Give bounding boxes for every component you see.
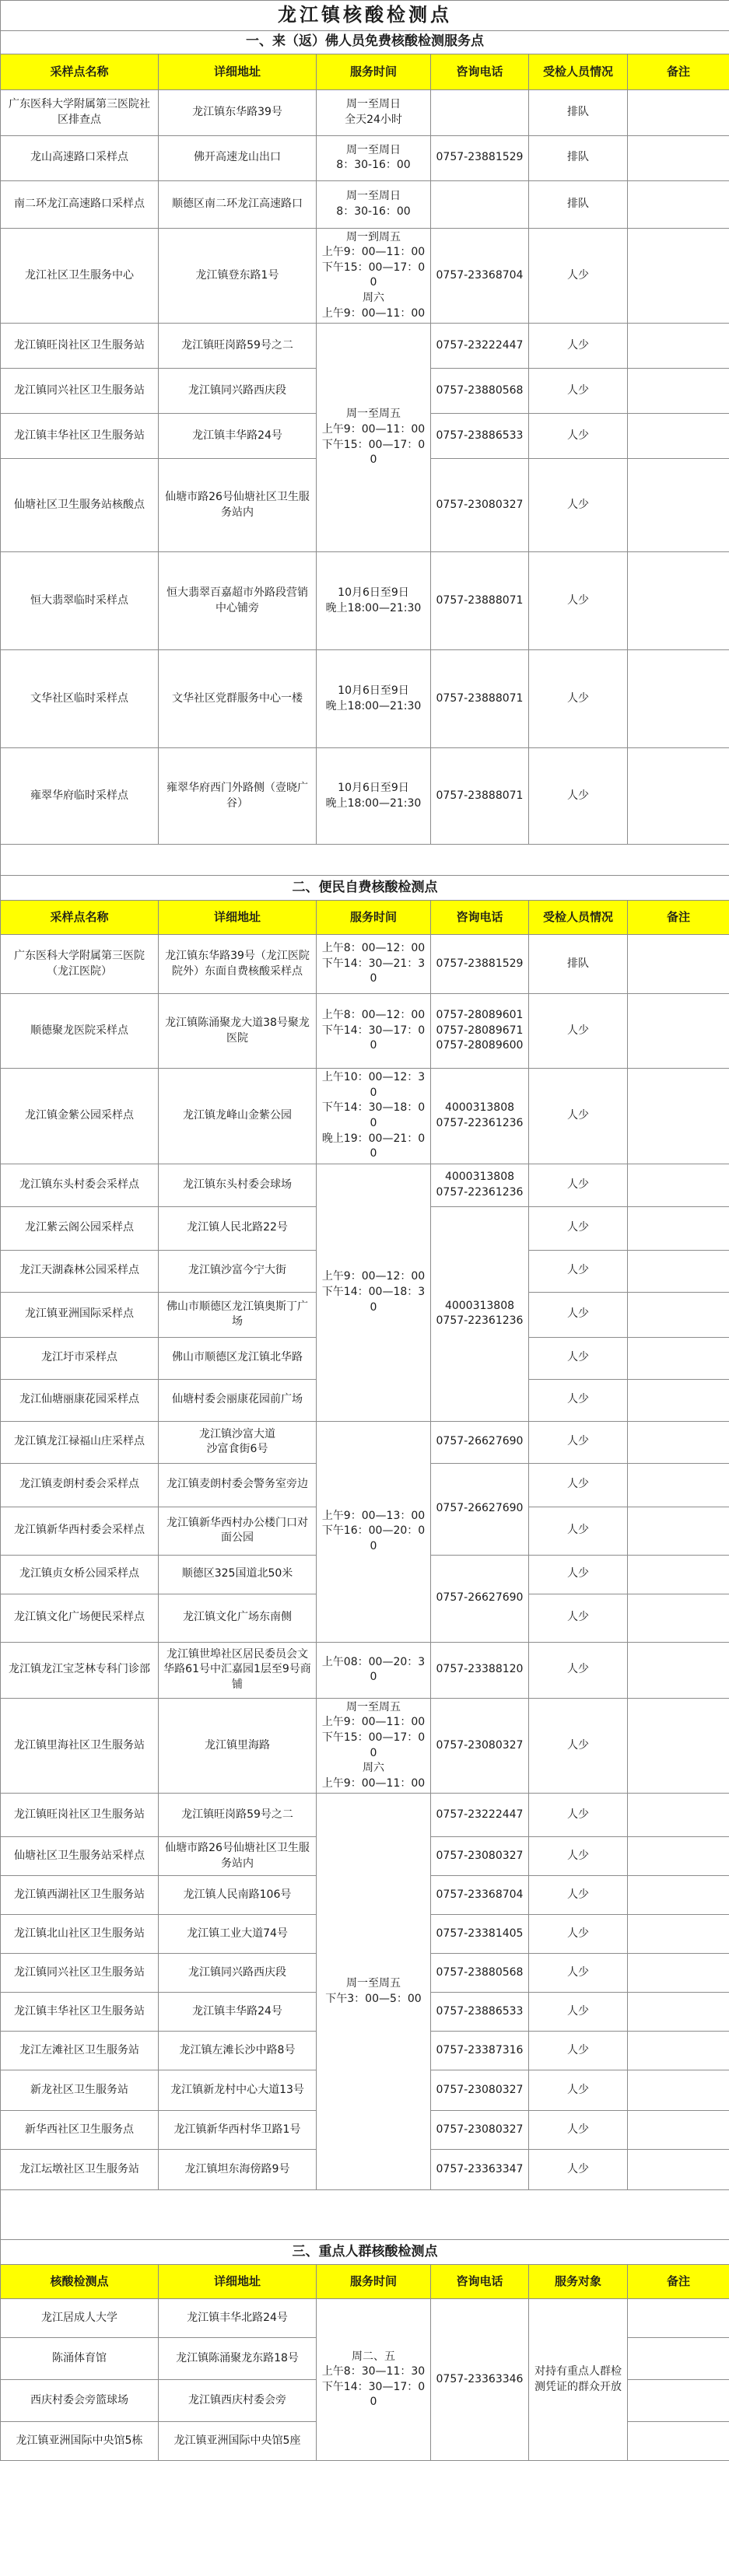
site-address: 龙江镇新华西村华卫路1号 (159, 2111, 317, 2150)
phone-number: 4000313808 0757-22361236 (431, 1069, 529, 1164)
service-hours: 上午9：00—13：00 下午16：00—20：00 (317, 1421, 431, 1642)
site-address: 龙江镇东华路39号 (159, 89, 317, 135)
queue-status: 人少 (529, 459, 628, 552)
site-name: 龙江天湖森林公园采样点 (1, 1250, 159, 1292)
phone-number: 0757-23080327 (431, 1698, 529, 1794)
header-row (1, 54, 729, 89)
site-name: 仙塘社区卫生服务站核酸点 (1, 459, 159, 552)
queue-status: 人少 (529, 2111, 628, 2150)
remark (628, 324, 729, 369)
service-hours: 周二、五 上午8：30—11：30 下午14：30—17：00 (317, 2299, 431, 2461)
remark (628, 1594, 729, 1642)
site-name: 龙江镇丰华社区卫生服务站 (1, 1993, 159, 2032)
phone-number (431, 180, 529, 228)
queue-status: 人少 (529, 1507, 628, 1555)
site-address: 龙江镇旺岗路59号之二 (159, 1794, 317, 1837)
site-address: 龙江镇里海路 (159, 1698, 317, 1794)
queue-status: 人少 (529, 1837, 628, 1876)
queue-status: 人少 (529, 1379, 628, 1421)
service-hours: 10月6日至9日 晚上18:00—21:30 (317, 552, 431, 650)
phone-number: 0757-23368704 (431, 228, 529, 324)
service-target: 对持有重点人群检测凭证的群众开放 (529, 2299, 628, 2461)
column-header: 咨询电话 (431, 901, 529, 935)
site-name: 顺德聚龙医院采样点 (1, 994, 159, 1069)
remark (628, 1421, 729, 1463)
site-address: 龙江镇登东路1号 (159, 228, 317, 324)
remark (628, 1337, 729, 1379)
remark (628, 2380, 729, 2422)
site-address: 龙江镇沙富大道 沙富食街6号 (159, 1421, 317, 1463)
site-address: 龙江镇陈涌聚龙大道38号聚龙医院 (159, 994, 317, 1069)
table-row (1, 1421, 729, 1463)
queue-status: 人少 (529, 1876, 628, 1915)
remark (628, 1954, 729, 1993)
phone-number: 0757-23888071 (431, 650, 529, 748)
table-row (1, 135, 729, 180)
remark (628, 1993, 729, 2032)
site-name: 龙江社区卫生服务中心 (1, 228, 159, 324)
phone-number: 0757-23222447 (431, 1794, 529, 1837)
queue-status: 人少 (529, 1698, 628, 1794)
phone-number: 4000313808 0757-22361236 (431, 1164, 529, 1206)
remark (628, 180, 729, 228)
column-header: 详细地址 (159, 901, 317, 935)
site-name: 雍翠华府临时采样点 (1, 748, 159, 845)
table-row (1, 1698, 729, 1794)
site-name: 龙山高速路口采样点 (1, 135, 159, 180)
section-2-title: 二、便民自费核酸检测点 (1, 876, 729, 901)
queue-status: 人少 (529, 1250, 628, 1292)
site-name: 龙江镇亚洲国际采样点 (1, 1292, 159, 1337)
site-name: 仙塘社区卫生服务站采样点 (1, 1837, 159, 1876)
remark (628, 1463, 729, 1507)
site-name: 龙江坛墩社区卫生服务站 (1, 2150, 159, 2190)
queue-status: 人少 (529, 1463, 628, 1507)
remark (628, 2111, 729, 2150)
phone-number: 0757-23880568 (431, 369, 529, 414)
site-name: 陈涌体育馆 (1, 2338, 159, 2380)
queue-status: 人少 (529, 1642, 628, 1698)
table-row (1, 324, 729, 369)
service-hours: 上午10：00—12：30 下午14：30—18：00 晚上19：00—21：00 (317, 1069, 431, 1164)
table-row (1, 552, 729, 650)
site-name: 龙江镇亚洲国际中央馆5栋 (1, 2422, 159, 2461)
queue-status: 人少 (529, 2032, 628, 2070)
phone-number: 0757-23222447 (431, 324, 529, 369)
phone-number: 0757-23881529 (431, 135, 529, 180)
remark (628, 1642, 729, 1698)
site-address: 龙江镇麦朗村委会警务室旁边 (159, 1463, 317, 1507)
site-address: 龙江镇西庆村委会旁 (159, 2380, 317, 2422)
table-row (1, 1642, 729, 1698)
site-name: 龙江镇同兴社区卫生服务站 (1, 369, 159, 414)
remark (628, 369, 729, 414)
column-header: 咨询电话 (431, 54, 529, 89)
site-address: 龙江镇沙富今宁大街 (159, 1250, 317, 1292)
service-hours: 周一至周五 下午3：00—5：00 (317, 1794, 431, 2190)
table-row (1, 1794, 729, 1837)
site-name: 龙江镇同兴社区卫生服务站 (1, 1954, 159, 1993)
phone-number: 0757-23388120 (431, 1642, 529, 1698)
phone-number: 0757-26627690 (431, 1421, 529, 1463)
queue-status: 排队 (529, 935, 628, 994)
queue-status: 人少 (529, 650, 628, 748)
site-address: 仙塘村委会丽康花园前广场 (159, 1379, 317, 1421)
queue-status: 人少 (529, 2070, 628, 2111)
remark (628, 1555, 729, 1594)
phone-number: 0757-23381405 (431, 1915, 529, 1954)
section-title-row (1, 876, 729, 901)
site-name: 新龙社区卫生服务站 (1, 2070, 159, 2111)
site-address: 龙江镇新华西村办公楼门口对面公园 (159, 1507, 317, 1555)
service-hours: 周一至周五 上午9：00—11：00 下午15：00—17：00 (317, 324, 431, 552)
queue-status: 人少 (529, 1069, 628, 1164)
queue-status: 排队 (529, 180, 628, 228)
site-address: 龙江镇新龙村中心大道13号 (159, 2070, 317, 2111)
site-name: 龙江镇旺岗社区卫生服务站 (1, 324, 159, 369)
site-address: 佛山市顺德区龙江镇北华路 (159, 1337, 317, 1379)
service-hours: 上午8：00—12：00 下午14：30—17：00 (317, 994, 431, 1069)
remark (628, 2299, 729, 2338)
phone-number: 0757-23363347 (431, 2150, 529, 2190)
service-hours: 10月6日至9日 晚上18:00—21:30 (317, 650, 431, 748)
column-header: 备注 (628, 54, 729, 89)
site-name: 南二环龙江高速路口采样点 (1, 180, 159, 228)
table-row (1, 935, 729, 994)
remark (628, 650, 729, 748)
remark (628, 1164, 729, 1206)
site-address: 龙江镇丰华路24号 (159, 414, 317, 459)
remark (628, 2070, 729, 2111)
column-header: 核酸检测点 (1, 2265, 159, 2299)
section-1-title: 一、来（返）佛人员免费核酸检测服务点 (1, 30, 729, 54)
remark (628, 2338, 729, 2380)
remark (628, 228, 729, 324)
site-address: 雍翠华府西门外路侧（壹晓广谷） (159, 748, 317, 845)
table-row (1, 89, 729, 135)
service-hours: 上午08：00—20：30 (317, 1642, 431, 1698)
queue-status: 人少 (529, 994, 628, 1069)
site-address: 龙江镇同兴路西庆段 (159, 369, 317, 414)
table-row (1, 228, 729, 324)
site-name: 龙江圩市采样点 (1, 1337, 159, 1379)
remark (628, 748, 729, 845)
queue-status: 人少 (529, 1915, 628, 1954)
site-address: 龙江镇龙峰山金紫公园 (159, 1069, 317, 1164)
site-address: 龙江镇文化广场东南侧 (159, 1594, 317, 1642)
phone-number: 0757-23881529 (431, 935, 529, 994)
remark (628, 1206, 729, 1250)
remark (628, 994, 729, 1069)
table-row (1, 180, 729, 228)
column-header: 采样点名称 (1, 901, 159, 935)
service-hours: 周一至周日 8：30-16：00 (317, 180, 431, 228)
phone-number: 0757-26627690 (431, 1463, 529, 1555)
site-name: 恒大翡翠临时采样点 (1, 552, 159, 650)
site-address: 恒大翡翠百嘉超市外路段营销中心铺旁 (159, 552, 317, 650)
remark (628, 1915, 729, 1954)
service-hours: 周一至周日 全天24小时 (317, 89, 431, 135)
section-title-row (1, 30, 729, 54)
queue-status: 人少 (529, 1421, 628, 1463)
remark (628, 459, 729, 552)
site-address: 龙江镇东华路39号（龙江医院院外）东面自费核酸采样点 (159, 935, 317, 994)
queue-status: 人少 (529, 1206, 628, 1250)
blank-cell (1, 2190, 729, 2240)
site-address: 顺德区325国道北50米 (159, 1555, 317, 1594)
column-header: 服务时间 (317, 901, 431, 935)
site-name: 龙江居成人大学 (1, 2299, 159, 2338)
remark (628, 1837, 729, 1876)
column-header: 服务时间 (317, 54, 431, 89)
site-address: 文华社区党群服务中心一楼 (159, 650, 317, 748)
spacer-row (1, 2190, 729, 2240)
service-hours: 上午8：00—12：00 下午14：30—21：30 (317, 935, 431, 994)
spacer-row (1, 845, 729, 876)
column-header: 备注 (628, 901, 729, 935)
remark (628, 935, 729, 994)
service-hours: 周一至周五 上午9：00—11：00 下午15：00—17：00 周六 上午9：00—11：00 (317, 1698, 431, 1794)
site-name: 西庆村委会旁篮球场 (1, 2380, 159, 2422)
phone-number: 0757-28089601 0757-28089671 0757-28089600 (431, 994, 529, 1069)
phone-number: 0757-23888071 (431, 748, 529, 845)
table-row (1, 2299, 729, 2338)
site-address: 龙江镇丰华北路24号 (159, 2299, 317, 2338)
remark (628, 1507, 729, 1555)
site-address: 龙江镇左滩长沙中路8号 (159, 2032, 317, 2070)
queue-status: 人少 (529, 1954, 628, 1993)
queue-status: 人少 (529, 552, 628, 650)
table-row (1, 748, 729, 845)
queue-status: 人少 (529, 414, 628, 459)
remark (628, 414, 729, 459)
queue-status: 排队 (529, 89, 628, 135)
remark (628, 1292, 729, 1337)
phone-number: 0757-23880568 (431, 1954, 529, 1993)
blank-cell (1, 845, 729, 876)
queue-status: 人少 (529, 1292, 628, 1337)
site-name: 龙江镇新华西村委会采样点 (1, 1507, 159, 1555)
site-address: 龙江镇人民北路22号 (159, 1206, 317, 1250)
site-address: 龙江镇同兴路西庆段 (159, 1954, 317, 1993)
title-row (1, 1, 729, 31)
column-header: 咨询电话 (431, 2265, 529, 2299)
queue-status: 人少 (529, 748, 628, 845)
column-header: 详细地址 (159, 2265, 317, 2299)
table-row (1, 994, 729, 1069)
site-name: 龙江镇丰华社区卫生服务站 (1, 414, 159, 459)
phone-number: 0757-23080327 (431, 1837, 529, 1876)
queue-status: 人少 (529, 2150, 628, 2190)
site-name: 广东医科大学附属第三医院（龙江医院） (1, 935, 159, 994)
section-title-row (1, 2240, 729, 2265)
site-address: 顺德区南二环龙江高速路口 (159, 180, 317, 228)
queue-status: 人少 (529, 1164, 628, 1206)
remark (628, 1876, 729, 1915)
phone-number: 0757-23363346 (431, 2299, 529, 2461)
queue-status: 人少 (529, 228, 628, 324)
phone-number: 0757-23368704 (431, 1876, 529, 1915)
site-address: 佛开高速龙山出口 (159, 135, 317, 180)
queue-status: 人少 (529, 1594, 628, 1642)
phone-number: 0757-23886533 (431, 1993, 529, 2032)
site-address: 龙江镇世埠社区居民委员会文华路61号中汇嘉园1层至9号商铺 (159, 1642, 317, 1698)
site-name: 龙江镇西湖社区卫生服务站 (1, 1876, 159, 1915)
site-address: 仙塘市路26号仙塘社区卫生服务站内 (159, 1837, 317, 1876)
remark (628, 1379, 729, 1421)
site-name: 龙江仙塘丽康花园采样点 (1, 1379, 159, 1421)
service-hours: 10月6日至9日 晚上18:00—21:30 (317, 748, 431, 845)
queue-status: 人少 (529, 1794, 628, 1837)
column-header: 详细地址 (159, 54, 317, 89)
queue-status: 人少 (529, 369, 628, 414)
phone-number: 0757-23080327 (431, 2070, 529, 2111)
site-name: 龙江镇东头村委会采样点 (1, 1164, 159, 1206)
remark (628, 2032, 729, 2070)
queue-status: 人少 (529, 1337, 628, 1379)
site-name: 龙江镇贞女桥公园采样点 (1, 1555, 159, 1594)
remark (628, 2422, 729, 2461)
site-address: 龙江镇陈涌聚龙东路18号 (159, 2338, 317, 2380)
phone-number: 0757-26627690 (431, 1555, 529, 1642)
queue-status: 排队 (529, 135, 628, 180)
site-address: 龙江镇亚洲国际中央馆5座 (159, 2422, 317, 2461)
remark (628, 135, 729, 180)
table-row (1, 1069, 729, 1164)
remark (628, 89, 729, 135)
service-hours: 周一至周日 8：30-16：00 (317, 135, 431, 180)
service-hours: 周一到周五 上午9：00—11：00 下午15：00—17：00 周六 上午9：00—11：00 (317, 228, 431, 324)
site-name: 龙江镇北山社区卫生服务站 (1, 1915, 159, 1954)
site-name: 广东医科大学附属第三医院社区排查点 (1, 89, 159, 135)
site-name: 龙江镇里海社区卫生服务站 (1, 1698, 159, 1794)
queue-status: 人少 (529, 1555, 628, 1594)
remark (628, 1794, 729, 1837)
column-header: 采样点名称 (1, 54, 159, 89)
phone-number (431, 89, 529, 135)
phone-number: 4000313808 0757-22361236 (431, 1206, 529, 1421)
site-address: 龙江镇丰华路24号 (159, 1993, 317, 2032)
column-header: 服务对象 (529, 2265, 628, 2299)
phone-number: 0757-23886533 (431, 414, 529, 459)
header-row (1, 2265, 729, 2299)
remark (628, 2150, 729, 2190)
phone-number: 0757-23080327 (431, 459, 529, 552)
remark (628, 1250, 729, 1292)
column-header: 服务时间 (317, 2265, 431, 2299)
column-header: 备注 (628, 2265, 729, 2299)
site-name: 龙江紫云阁公园采样点 (1, 1206, 159, 1250)
service-hours: 上午9：00—12：00 下午14：00—18：30 (317, 1164, 431, 1421)
table-row (1, 650, 729, 748)
queue-status: 人少 (529, 324, 628, 369)
queue-status: 人少 (529, 1993, 628, 2032)
column-header: 受检人员情况 (529, 901, 628, 935)
header-row (1, 901, 729, 935)
site-name: 文华社区临时采样点 (1, 650, 159, 748)
remark (628, 1698, 729, 1794)
site-address: 龙江镇坦东海傍路9号 (159, 2150, 317, 2190)
phone-number: 0757-23888071 (431, 552, 529, 650)
site-name: 龙江镇旺岗社区卫生服务站 (1, 1794, 159, 1837)
site-address: 龙江镇工业大道74号 (159, 1915, 317, 1954)
remark (628, 552, 729, 650)
site-name: 龙江镇金紫公园采样点 (1, 1069, 159, 1164)
document-title: 龙江镇核酸检测点 (1, 1, 729, 31)
column-header: 受检人员情况 (529, 54, 628, 89)
site-address: 龙江镇人民南路106号 (159, 1876, 317, 1915)
phone-number: 0757-23080327 (431, 2111, 529, 2150)
table-row (1, 1164, 729, 1206)
site-address: 佛山市顺德区龙江镇奥斯丁广场 (159, 1292, 317, 1337)
site-address: 龙江镇旺岗路59号之二 (159, 324, 317, 369)
site-address: 龙江镇东头村委会球场 (159, 1164, 317, 1206)
remark (628, 1069, 729, 1164)
site-name: 龙江镇麦朗村委会采样点 (1, 1463, 159, 1507)
site-address: 仙塘市路26号仙塘社区卫生服务站内 (159, 459, 317, 552)
section-3-title: 三、重点人群核酸检测点 (1, 2240, 729, 2265)
site-name: 龙江左滩社区卫生服务站 (1, 2032, 159, 2070)
phone-number: 0757-23387316 (431, 2032, 529, 2070)
site-name: 龙江镇文化广场便民采样点 (1, 1594, 159, 1642)
site-name: 新华西社区卫生服务点 (1, 2111, 159, 2150)
site-name: 龙江镇龙江宝芝林专科门诊部 (1, 1642, 159, 1698)
site-name: 龙江镇龙江禄福山庄采样点 (1, 1421, 159, 1463)
